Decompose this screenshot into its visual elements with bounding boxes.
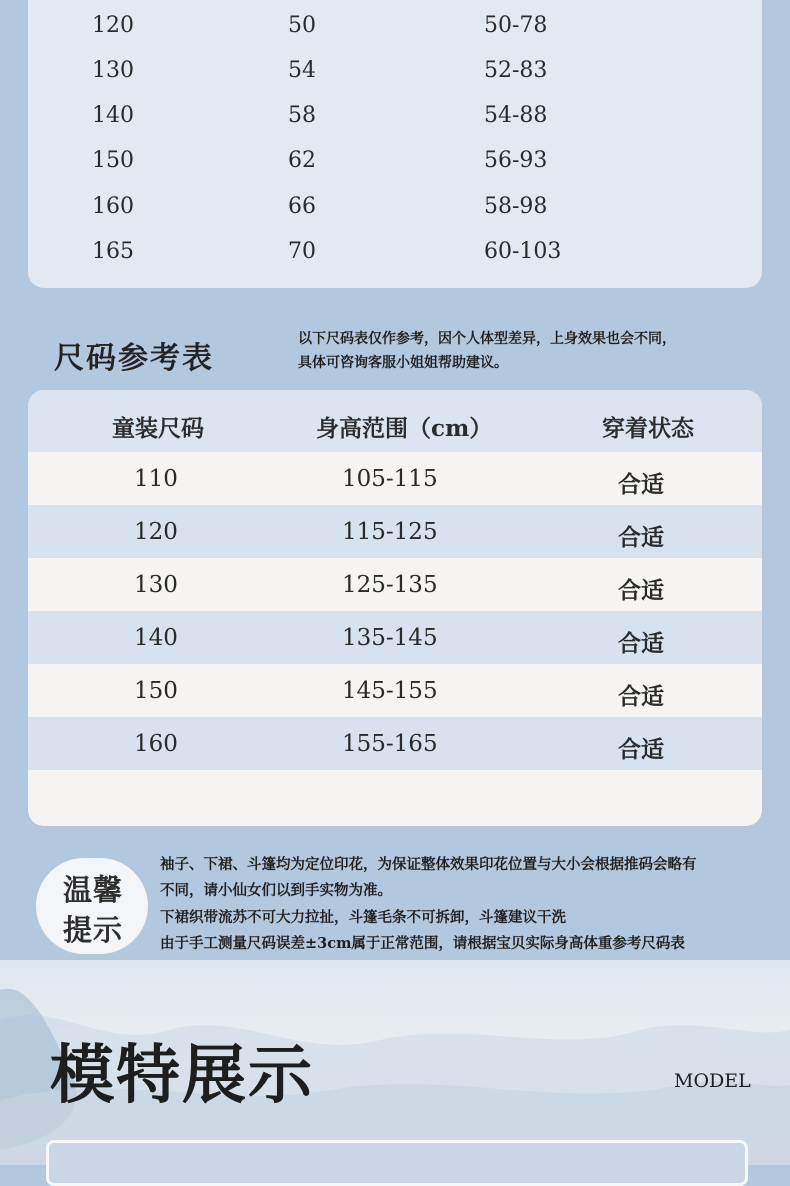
fit-cell: 合适 [618, 524, 664, 551]
section-note [298, 327, 758, 375]
fit-cell: 合适 [618, 736, 664, 763]
size-cell: 150 [134, 678, 178, 704]
tip-text: 由于手工测量尺码误差±3cm属于正常范围，请根据宝贝实际身高体重参考尺码表 [160, 935, 685, 952]
table-row [28, 452, 762, 505]
height-cell: 135-145 [342, 625, 438, 651]
table-cell: 66 [288, 194, 316, 219]
note-line: 以下尺码表仅作参考，因个人体型差异，上身效果也会不同， [298, 331, 676, 347]
table-row [28, 184, 762, 229]
table-cell: 56-93 [484, 148, 548, 173]
size-cell: 160 [134, 731, 178, 757]
fit-cell: 合适 [618, 577, 664, 604]
table-cell: 130 [92, 58, 134, 83]
table-cell: 62 [288, 148, 316, 173]
table-row [28, 717, 762, 770]
table-header-row [28, 390, 762, 452]
tip-text: 不同，请小仙女们以到手实物为准。 [160, 882, 392, 899]
table-cell: 50 [288, 13, 316, 38]
table-row [28, 93, 762, 138]
height-cell: 115-125 [342, 519, 438, 545]
table-row [28, 558, 762, 611]
table-cell: 54 [288, 58, 316, 83]
badge-line: 提示 [63, 913, 124, 947]
table-row [28, 48, 762, 93]
table-cell: 150 [92, 148, 134, 173]
size-cell: 140 [134, 625, 178, 651]
height-cell: 155-165 [342, 731, 438, 757]
note-line: 具体可咨询客服小姐姐帮助建议。 [298, 355, 508, 371]
tip-text: 袖子、下裙、斗篷均为定位印花，为保证整体效果印花位置与大小会根据推码会略有 [160, 856, 697, 873]
table-cell: 60-103 [484, 239, 562, 264]
top-size-table [28, 0, 762, 288]
model-subtitle: MODEL [674, 1070, 751, 1092]
table-row [28, 611, 762, 664]
table-cell: 54-88 [484, 103, 548, 128]
size-reference-table [28, 390, 762, 826]
table-cell: 50-78 [484, 13, 548, 38]
height-cell: 145-155 [342, 678, 438, 704]
model-photo-frame [46, 1140, 748, 1186]
size-cell: 110 [134, 466, 178, 492]
height-cell: 105-115 [342, 466, 438, 492]
column-header: 童装尺码 [112, 415, 204, 442]
fit-cell: 合适 [618, 683, 664, 710]
size-cell: 120 [134, 519, 178, 545]
tips-badge [36, 858, 148, 954]
table-cell: 58-98 [484, 194, 548, 219]
table-row [28, 3, 762, 48]
fit-cell: 合适 [618, 630, 664, 657]
column-header: 穿着状态 [602, 415, 694, 442]
table-cell: 160 [92, 194, 134, 219]
table-row [28, 505, 762, 558]
table-cell: 70 [288, 239, 316, 264]
model-title: 模特展示 [50, 1038, 314, 1113]
tip-text: 下裙织带流苏不可大力拉扯，斗篷毛条不可拆卸，斗篷建议干洗 [160, 909, 566, 926]
height-cell: 125-135 [342, 572, 438, 598]
table-cell: 120 [92, 13, 134, 38]
table-row [28, 229, 762, 274]
table-cell: 52-83 [484, 58, 548, 83]
table-row [28, 664, 762, 717]
table-cell: 58 [288, 103, 316, 128]
column-header: 身高范围（cm） [316, 415, 493, 442]
fit-cell: 合适 [618, 471, 664, 498]
table-cell: 165 [92, 239, 134, 264]
badge-line: 温馨 [63, 873, 124, 907]
size-cell: 130 [134, 572, 178, 598]
table-cell: 140 [92, 103, 134, 128]
section-title: 尺码参考表 [54, 341, 214, 376]
table-row [28, 138, 762, 183]
